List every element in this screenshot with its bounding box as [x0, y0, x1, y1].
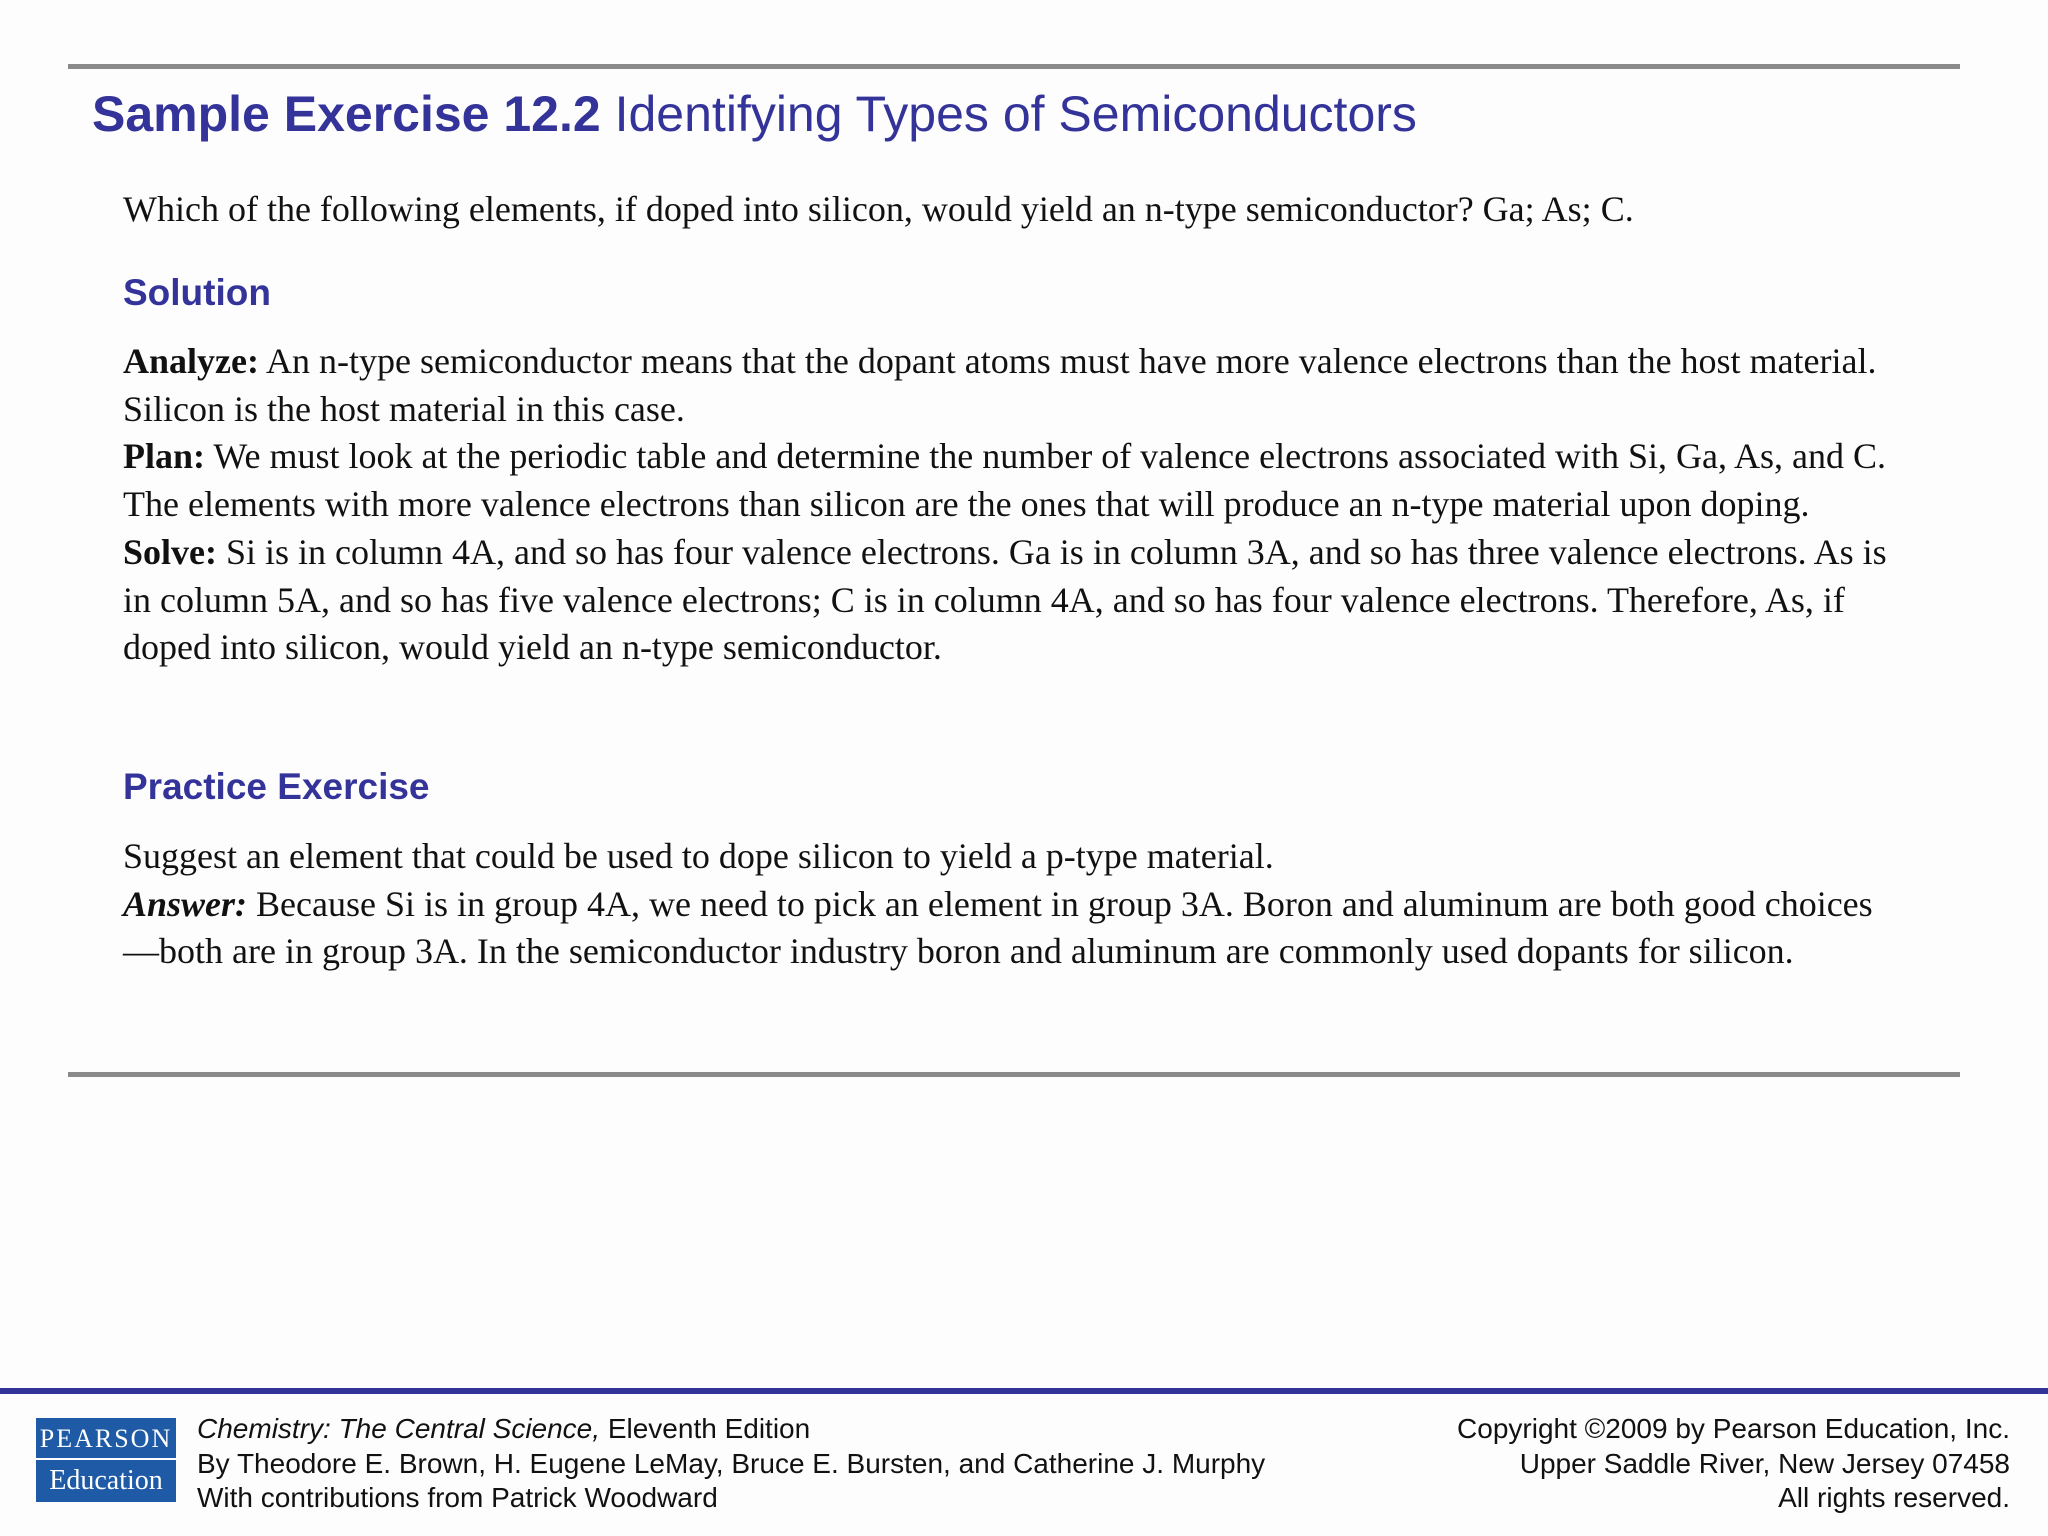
solve-label: Solve: — [123, 531, 217, 572]
solve-text: Si is in column 4A, and so has four valence electrons. Ga is in column 3A, and so has three valence electrons. As is in column 5A, and so has five valence electrons; C is in column 4A, and so has four valence electrons. Therefore, As, if doped into silicon, would yield an n-type semiconductor. — [123, 531, 1887, 668]
answer-text: Because Si is in group 4A, we need to pick an element in group 3A. Boron and aluminum are both good choices—both are in group 3A. In the semiconductor industry boron and aluminum are commonly used dopants for silicon. — [123, 883, 1873, 972]
logo-education-text: Education — [49, 1465, 163, 1496]
plan-label: Plan: — [123, 436, 206, 477]
page-title — [92, 82, 1417, 146]
title-topic: Identifying Types of Semiconductors — [614, 86, 1417, 142]
title-exercise-number: Sample Exercise 12.2 — [92, 86, 601, 142]
book-title-line — [197, 1412, 1265, 1447]
authors-line: By Theodore E. Brown, H. Eugene LeMay, Bruce E. Bursten, and Catherine J. Murphy — [197, 1447, 1266, 1479]
book-credits — [197, 1412, 1265, 1516]
analyze-paragraph — [123, 338, 1903, 433]
logo-pearson-text: PEARSON — [39, 1424, 173, 1453]
practice-prompt: Suggest an element that could be used to dope silicon to yield a p-type material. — [123, 836, 1274, 876]
answer-paragraph — [123, 881, 1903, 976]
solve-paragraph — [123, 529, 1903, 672]
pearson-education-logo — [36, 1418, 176, 1502]
copyright-line: Copyright ©2009 by Pearson Education, Inc. — [1457, 1413, 2010, 1444]
rights-line: All rights reserved. — [1778, 1482, 2010, 1513]
answer-label: Answer: — [123, 883, 248, 924]
solution-body — [123, 338, 1903, 672]
address-line: Upper Saddle River, New Jersey 07458 — [1519, 1447, 2010, 1479]
contributions-line: With contributions from Patrick Woodward — [197, 1482, 718, 1513]
top-divider — [68, 64, 1960, 69]
plan-text: We must look at the periodic table and determine the number of valence electrons associated with Si, Ga, As, and C. The elements with more valence electrons than silicon are the ones that will produce an n-type material upon doping. — [123, 436, 1886, 525]
question-text: Which of the following elements, if doped into silicon, would yield an n-type semiconductor? Ga; As; C. — [123, 189, 1634, 229]
book-title: Chemistry: The Central Science, — [197, 1413, 601, 1444]
footer-divider — [0, 1388, 2048, 1394]
logo-divider — [36, 1458, 176, 1460]
copyright-block — [1457, 1412, 2010, 1516]
practice-body — [123, 833, 1903, 976]
book-edition: Eleventh Edition — [600, 1413, 811, 1444]
analyze-text: An n-type semiconductor means that the dopant atoms must have more valence electrons than the host material. Silicon is the host material in this case. — [123, 341, 1877, 429]
bottom-divider — [68, 1072, 1960, 1077]
practice-heading: Practice Exercise — [123, 766, 430, 807]
solution-heading: Solution — [123, 272, 271, 313]
analyze-label: Analyze: — [123, 341, 259, 381]
plan-paragraph — [123, 433, 1903, 528]
